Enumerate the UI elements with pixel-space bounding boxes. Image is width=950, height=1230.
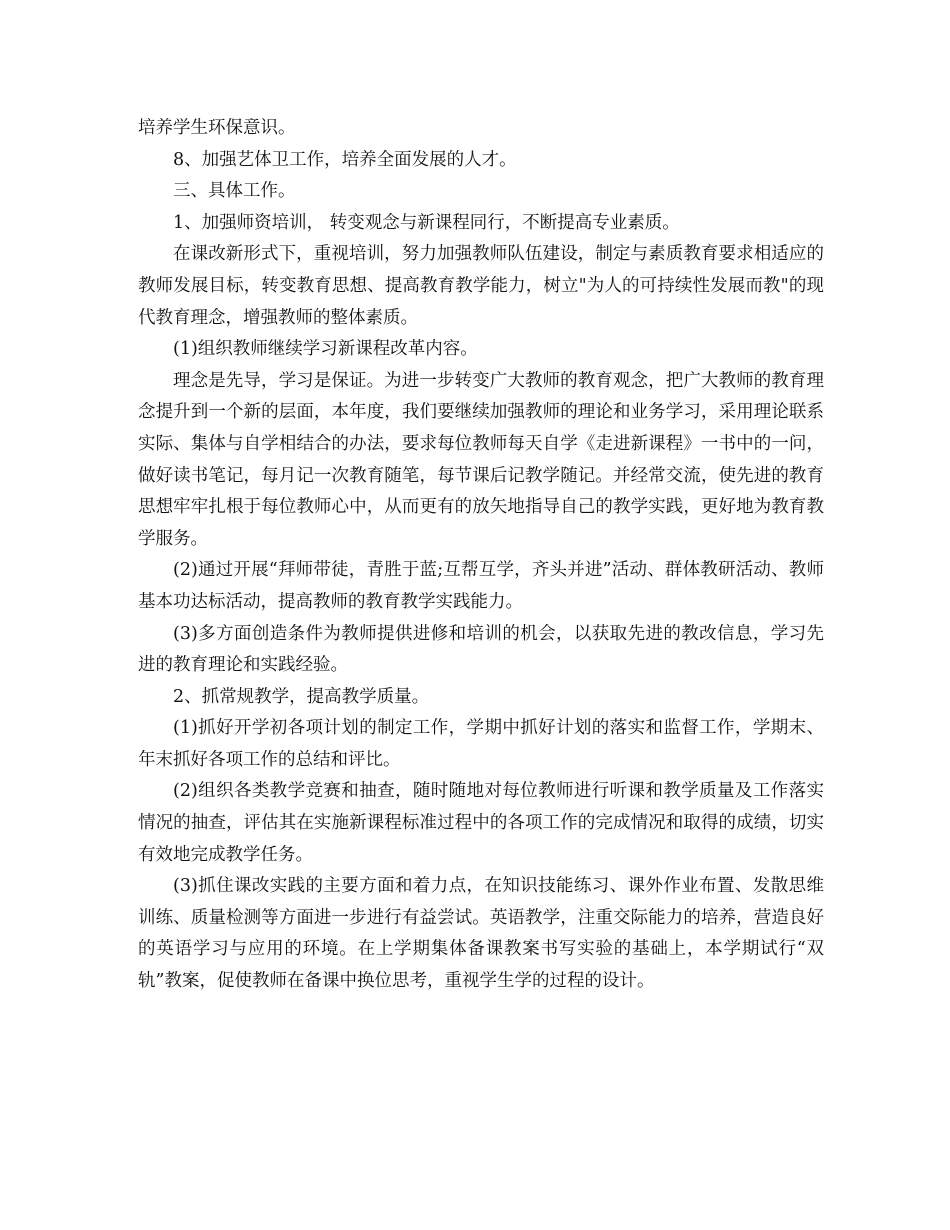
subsection-heading: 1、加强师资培训， 转变观念与新课程同行，不断提高专业素质。 xyxy=(173,212,680,233)
list-item: (2)通过开展“拜师带徒，青胜于蓝;互帮互学，齐头并进”活动、群体教研活动、教师基本功达标活动，提高教师的教育教学实践能力。 xyxy=(138,560,824,612)
paragraph: 理念是先导，学习是保证。为进一步转变广大教师的教育观念，把广大教师的教育理念提升到一个新的层面，本年度，我们要继续加强教师的理论和业务学习，采用理论联系实际、集体与自学相结合的办法，要求每位教师每天自学《走进新课程》一书中的一问，做好读书笔记，每月记一次教育随笔，每节课后记教学随记。并经常交流，使先进的教育思想牢牢扎根于每位教师心中，从而更有的放矢地指导自己的教学实践，更好地为教育教学服务。 xyxy=(138,370,824,549)
paragraph: 8、加强艺体卫工作，培养全面发展的人才。 xyxy=(173,149,517,170)
list-item: (3)抓住课改实践的主要方面和着力点，在知识技能练习、课外作业布置、发散思维训练、质量检测等方面进一步进行有益尝试。英语教学，注重交际能力的培养，营造良好的英语学习与应用的环境。在上学期集体备课教案书写实验的基础上，本学期试行“双轨”教案，促使教师在备课中换位思考，重视学生学的过程的设计。 xyxy=(138,876,824,992)
document-body xyxy=(138,113,824,998)
list-item: (2)组织各类教学竞赛和抽查，随时随地对每位教师进行听课和教学质量及工作落实情况的抽查，评估其在实施新课程标准过程中的各项工作的完成情况和取得的成绩，切实有效地完成教学任务。 xyxy=(138,781,824,865)
list-item: (1)组织教师继续学习新课程改革内容。 xyxy=(173,339,478,360)
list-item: (1)抓好开学初各项计划的制定工作，学期中抓好计划的落实和监督工作，学期末、年末抓好各项工作的总结和评比。 xyxy=(138,718,824,770)
list-item: (3)多方面创造条件为教师提供进修和培训的机会，以获取先进的教改信息，学习先进的教育理论和实践经验。 xyxy=(138,623,824,676)
paragraph: 在课改新形式下，重视培训，努力加强教师队伍建设，制定与素质教育要求相适应的教师发展目标，转变教育思想、提高教育教学能力，树立"为人的可持续性发展而教"的现代教育理念，增强教师的整体素质。 xyxy=(138,244,824,328)
paragraph: 培养学生环保意识。 xyxy=(138,118,296,138)
subsection-heading: 2、抓常规教学，提高教学质量。 xyxy=(173,686,430,707)
section-heading: 三、具体工作。 xyxy=(173,181,296,202)
